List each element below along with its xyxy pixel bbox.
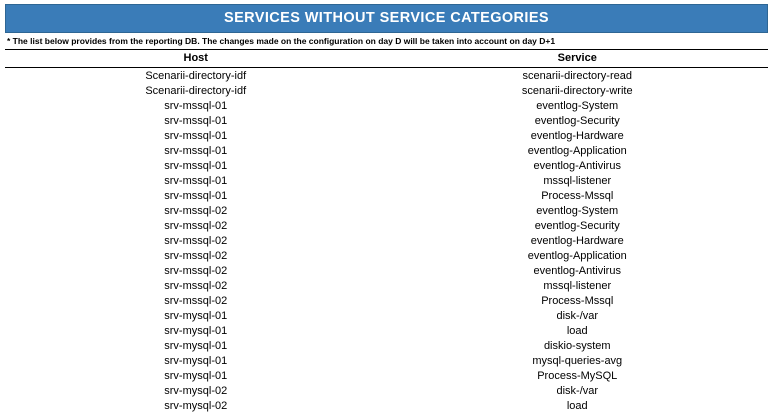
cell-service: scenarii-directory-write — [521, 85, 633, 98]
cell-service: eventlog-Hardware — [530, 235, 624, 248]
cell-host: srv-mysql-01 — [164, 310, 228, 323]
table-row — [5, 188, 768, 203]
table-row — [5, 113, 768, 128]
column-header-host: Host — [5, 50, 387, 68]
cell-service: eventlog-Application — [527, 145, 627, 158]
cell-host: srv-mysql-01 — [164, 355, 228, 368]
table-body — [5, 68, 768, 413]
cell-host: srv-mssql-02 — [164, 220, 228, 233]
table-row — [5, 308, 768, 323]
table-row — [5, 158, 768, 173]
table-header-row — [5, 50, 768, 68]
cell-host: srv-mssql-02 — [164, 280, 228, 293]
cell-service: Process-Mssql — [541, 190, 614, 203]
cell-service: Process-Mssql — [541, 295, 614, 308]
cell-service: eventlog-System — [536, 100, 619, 113]
cell-service: load — [566, 400, 588, 413]
cell-host: srv-mssql-01 — [164, 190, 228, 203]
cell-service: disk-/var — [556, 385, 599, 398]
cell-service: eventlog-Application — [527, 250, 627, 263]
cell-service: load — [566, 325, 588, 338]
cell-host: srv-mysql-02 — [164, 400, 228, 413]
cell-host: srv-mssql-01 — [164, 115, 228, 128]
cell-host: srv-mssql-02 — [164, 265, 228, 278]
table-row — [5, 353, 768, 368]
cell-host: srv-mssql-01 — [164, 100, 228, 113]
table-row — [5, 233, 768, 248]
cell-host: srv-mssql-01 — [164, 145, 228, 158]
cell-service: eventlog-Antivirus — [533, 265, 621, 278]
table-row — [5, 263, 768, 278]
table-row — [5, 173, 768, 188]
cell-host: srv-mssql-01 — [164, 175, 228, 188]
cell-host: srv-mysql-02 — [164, 385, 228, 398]
cell-host: srv-mysql-01 — [164, 370, 228, 383]
cell-service: eventlog-Hardware — [530, 130, 624, 143]
cell-service: eventlog-Security — [534, 115, 620, 128]
table-row — [5, 368, 768, 383]
table-row — [5, 293, 768, 308]
table-row — [5, 218, 768, 233]
cell-host: Scenarii-directory-idf — [145, 70, 247, 83]
services-table — [5, 49, 768, 413]
page-title: SERVICES WITHOUT SERVICE CATEGORIES — [5, 4, 768, 33]
table-row — [5, 323, 768, 338]
table-row — [5, 338, 768, 353]
cell-service: eventlog-Security — [534, 220, 620, 233]
cell-host: Scenarii-directory-idf — [145, 85, 247, 98]
table-row — [5, 68, 768, 84]
cell-host: srv-mssql-01 — [164, 160, 228, 173]
cell-service: disk-/var — [556, 310, 599, 323]
cell-service: eventlog-System — [536, 205, 619, 218]
cell-host: srv-mssql-02 — [164, 250, 228, 263]
cell-host: srv-mssql-02 — [164, 295, 228, 308]
table-row — [5, 278, 768, 293]
cell-host: srv-mysql-01 — [164, 325, 228, 338]
table-row — [5, 398, 768, 413]
table-row — [5, 143, 768, 158]
cell-service: eventlog-Antivirus — [533, 160, 621, 173]
cell-host: srv-mysql-01 — [164, 340, 228, 353]
cell-service: mysql-queries-avg — [532, 355, 623, 368]
table-header — [5, 50, 768, 68]
cell-host: srv-mssql-02 — [164, 205, 228, 218]
cell-host: srv-mssql-01 — [164, 130, 228, 143]
table-row — [5, 98, 768, 113]
cell-service: mssql-listener — [543, 280, 612, 293]
table-row — [5, 203, 768, 218]
cell-service: mssql-listener — [543, 175, 612, 188]
table-row — [5, 248, 768, 263]
cell-service: diskio-system — [543, 340, 611, 353]
column-header-service: Service — [387, 50, 769, 68]
table-row — [5, 83, 768, 98]
cell-host: srv-mssql-02 — [164, 235, 228, 248]
table-row — [5, 383, 768, 398]
report-note: * The list below provides from the reporting DB. The changes made on the configuration on day D will be taken into account on day D+1 — [7, 36, 556, 46]
cell-service: Process-MySQL — [537, 370, 618, 383]
cell-service: scenarii-directory-read — [522, 70, 632, 83]
table-row — [5, 128, 768, 143]
